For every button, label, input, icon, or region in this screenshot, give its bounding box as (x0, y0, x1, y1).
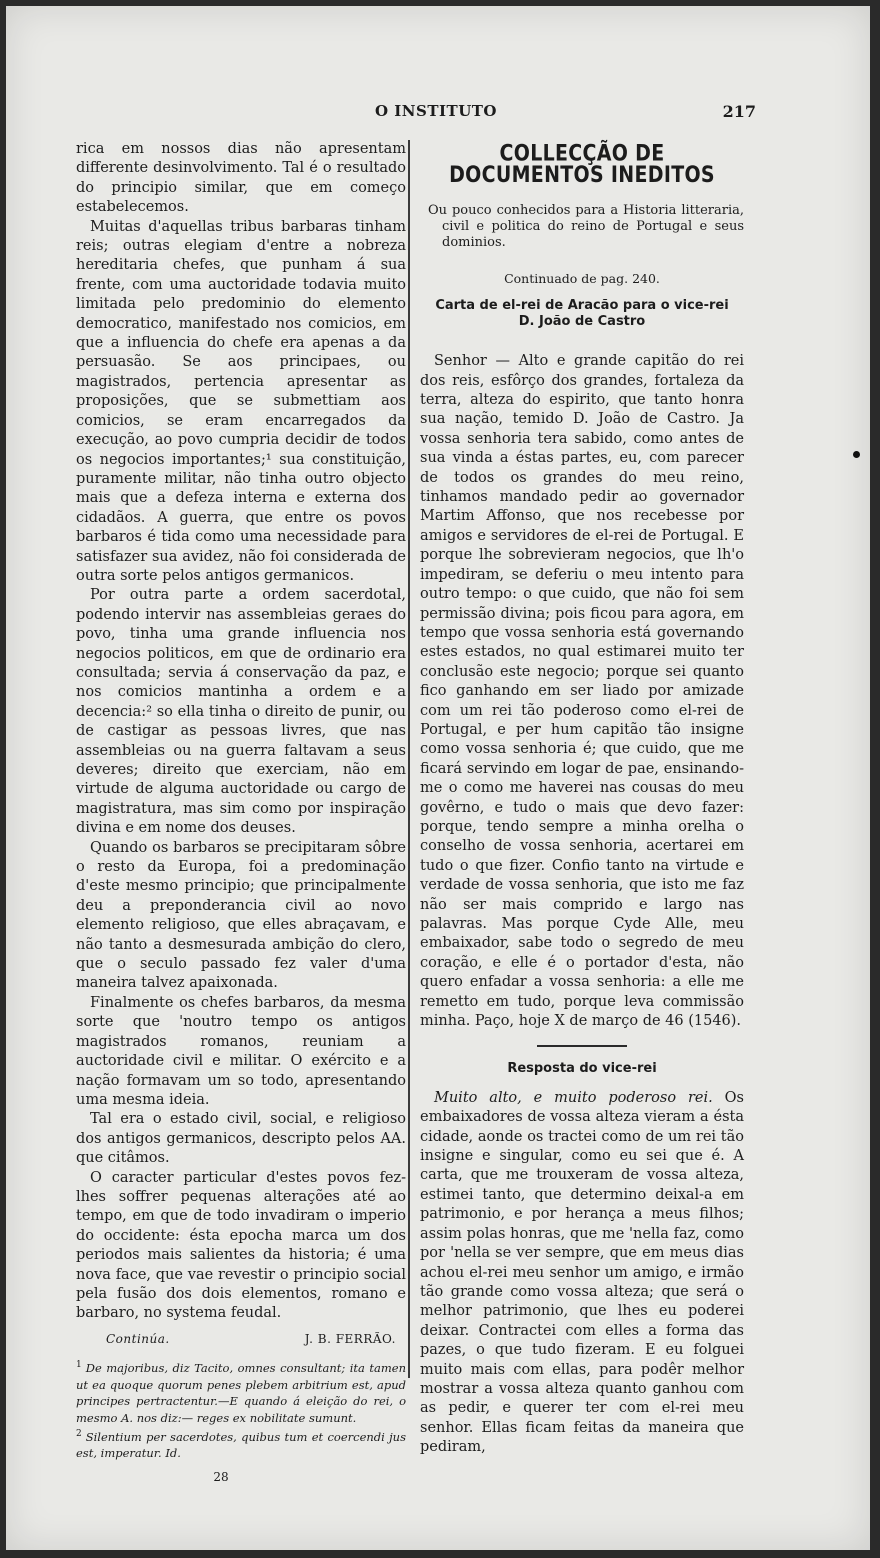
letter-title-line: D. João de Castro (518, 314, 646, 330)
letter-title-line: Carta de el-rei de Aracão para o vice-rei (435, 298, 729, 314)
collection-subtitle: Ou pouco conhecidos para a Historia litteraria, civil e politica do reino de Portugal e seus dominios. (428, 202, 744, 250)
reply-body: Os embaixadores de vossa alteza vieram a ésta cidade, aonde os tractei como de um rei tão insigne e singular, como eu sei que é. A carta, que me trouxeram de vossa alteza, estimei tanto, que determino deixal-a em patrimonio, e por herança a meus filhos; assim polas honras, que me 'nella faz, como por 'nella se ver sempre, que em meus dias achou el-rei meu senhor um amigo, e irmão tão grande como vossa alteza; que será o melhor patrimonio, que lhes eu poderei deixar. Contractei com elles a forma das pazes, o que tudo fizeram. E eu folguei muito mais com ellas, para podêr melhor mostrar a vossa alteza quanto ganhou com as pedir, e querer ter com el-rei meu senhor. Ellas ficam feitas da maneira que pediram, (420, 1089, 745, 1456)
paragraph: Muitas d'aquellas tribus barbaras tinham reis; outras elegiam d'entre a nobreza hereditaria chefes, que punham á sua frente, com uma auctoridade todavia muito limitada pelo predominio do elemento democratico, manifestado nos comicios, em que a influencia do chefe era apenas a da persuasão. Se aos principaes, ou magistrados, pertencia apresentar as proposições, que se submettiam aos comicios, se eram encarregados da execução, ao povo cumpria decidir de todos os negocios importantes;¹ sua constituição, puramente militar, não tinha outro objecto mais que a defeza interna e externa dos cidadãos. A guerra, que entre os povos barbaros é tida como uma necessidade para satisfazer sua avidez, não foi considerada de outra sorte pelos antigos germanicos. (76, 218, 406, 584)
paragraph: Finalmente os chefes barbaros, da mesma sorte que 'noutro tempo os antigos magistrados romanos, reuniam a auctoridade civil e militar. O exército e a nação formavam um so todo, apresentando uma mesma ideia. (76, 994, 406, 1108)
letter-text: Senhor — Alto e grande capitão do rei dos reis, esfôrço dos grandes, fortaleza da terra, alteza do espirito, que tanto honra sua nação, temido D. João de Castro. Ja vossa senhoria tera sabido, como antes de sua vinda a éstas partes, eu, com parecer de todos os grandes do meu reino, tinhamos mandado pedir ao governador Martim Affonso, que nos recebesse por amigos e servidores de el-rei de Portugal. E porque lhe sobrevieram negocios, que lh'o impediram, se deferiu o meu intento para outro tempo: o que cuido, que não foi sem permissão divina; pois ficou para agora, em tempo que vossa senhoria está governando estes estados, no qual estimarei muito ter conclusão este negocio; porque sei quanto fico ganhando em ser liado por amizade com um rei tão poderoso como el-rei de Portugal, e per hum capitão tão insigne como vossa senhoria é; que cuido, que me ficará servindo em logar de pae, ensinando-me o como me haverei nas cousas do meu govêrno, e tudo o mais que devo fazer: porque, tendo sempre a minha orelha o conselho de vossa senhoria, acertarei em tudo o que fizer. Confio tanto na virtude e verdade de vossa senhoria, que isto me faz não ser mais comprido e largo nas palavras. Mas porque Cyde Alle, meu embaixador, sabe todo o segredo de meu coração, e elle é o portador d'esta, não quero enfadar a vossa senhoria: a elle me remetto em tudo, porque leva commissão minha. Paço, hoje X de março de 46 (1546). (420, 353, 744, 1030)
reply-salutation: Muito alto, e muito poderoso rei. (434, 1089, 713, 1106)
continued-note: Continuado de pag. 240. (504, 270, 660, 286)
reply-text (420, 1089, 744, 1458)
continua-note: Continúa. (106, 1331, 170, 1346)
margin-dot (853, 451, 860, 458)
left-column (76, 140, 406, 1487)
sheet-number: 28 (213, 1469, 229, 1484)
footnote-mark: 2 (76, 1429, 82, 1440)
running-head (66, 102, 756, 126)
footnote-text: De majoribus, diz Tacito, omnes consultant; ita tamen ut ea quoque quorum penes plebem arbitrium est, apud principes pertractentur.—E quando á eleição do rei, o mesmo A. nos diz:— reges ex nobilitate sumunt. (76, 1361, 406, 1425)
paragraph: Por outra parte a ordem sacerdotal, podendo intervir nas assembleias geraes do povo, tinha uma grande influencia nos negocios politicos, em que de ordinario era consultada; servia á conservação da paz, e nos comicios mantinha a ordem e a decencia:² so ella tinha o direito de punir, ou de castigar as pessoas livres, que nas assembleias ou na guerra faltavam a seus deveres; direito que exerciam, não em virtude de alguma auctoridade ou cargo de magistratura, mas sim como por inspiração divina e em nome dos deuses. (76, 587, 406, 837)
footnote-mark: 1 (76, 1360, 82, 1371)
byline (106, 1330, 396, 1349)
paragraph: O caracter particular d'estes povos fez-lhes soffrer pequenas alterações até ao tempo, em que de todo invadiram o imperio do occidente: ésta epocha marca um dos periodos mais salientes da historia; é uma nova face, que vae revestir o principio social pela fusão dos dois elementos, romano e barbaro, no systema feudal. (76, 1169, 406, 1322)
footnote (76, 1426, 406, 1462)
footnote-text: Silentium per sacerdotes, quibus tum et coercendi jus est, imperatur. Id. (76, 1429, 406, 1461)
running-title: O INSTITUTO (375, 102, 497, 120)
paragraph: rica em nossos dias não apresentam differente desinvolvimento. Tal é o resultado do principio similar, que em começo estabelecemos. (76, 141, 406, 216)
letter-title (420, 298, 744, 330)
newspaper-page (6, 6, 870, 1550)
paragraph: Tal era o estado civil, social, e religioso dos antigos germanicos, descripto pelos AA. que citâmos. (76, 1111, 406, 1167)
paragraph: Quando os barbaros se precipitaram sôbre o resto da Europa, foi a predominação d'este mesmo principio; que principalmente deu a preponderancia civil ao novo elemento religioso, que elles abraçavam, e não tanto a desmesurada ambição do clero, que o seculo passado fez valer d'uma maneira talvez apaixonada. (76, 839, 406, 992)
author-signature: J. B. FERRÃO. (304, 1331, 396, 1346)
page-number: 217 (722, 102, 756, 121)
footnote (76, 1357, 406, 1426)
column-divider (408, 140, 410, 1378)
collection-title: COLLECÇÃO DE DOCUMENTOS INEDITOS (449, 140, 715, 189)
reply-title: Resposta do vice-rei (507, 1061, 657, 1077)
section-rule (537, 1045, 627, 1047)
right-column (420, 140, 745, 1458)
